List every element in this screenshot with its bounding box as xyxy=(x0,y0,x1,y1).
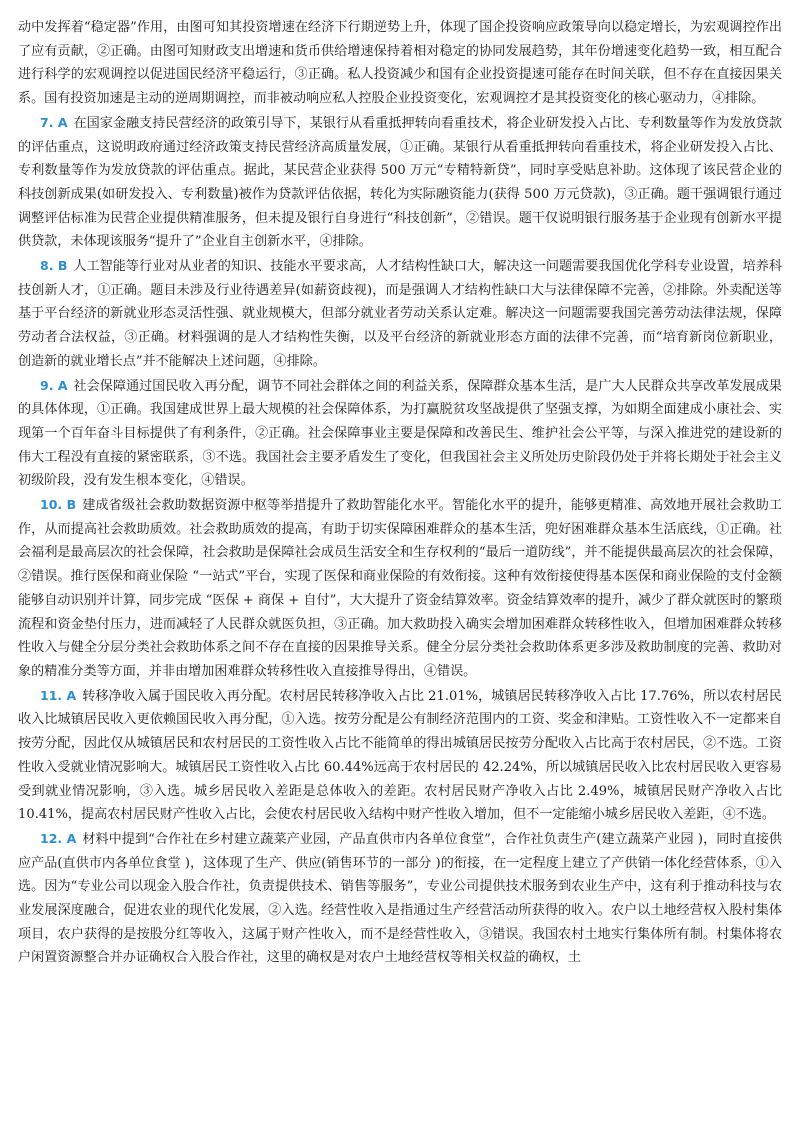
answer-label: 12. A xyxy=(40,830,77,846)
answer-11 xyxy=(18,684,782,827)
answer-label: 8. B xyxy=(40,258,68,274)
answer-text: 人工智能等行业对从业者的知识、技能水平要求高，人才结构性缺口大，解决这一问题需要我国优化学科专业设置，培养科技创新人才，①正确。题目未涉及行业待遇差异(如薪资歧视)，而是强调人才结构性缺口大与法律保障不完善，②排除。外卖配送等基于平台经济的新就业形态灵活性强、就业规模大，但部分就业者劳动关系认定难。解决这一问题需要我国完善劳动法律法规，保障劳动者合法权益，③正确。材料强调的是人才结构性失衡，以及平台经济的新就业形态方面的法律不完善，而“培育新岗位新职业，创造新的就业增长点”并不能解决上述问题，④排除。 xyxy=(18,259,782,369)
answer-7 xyxy=(18,111,782,254)
answer-label: 9. A xyxy=(40,377,68,393)
intro-paragraph: 动中发挥着“稳定器”作用，由图可知其投资增速在经济下行期逆势上升，体现了国企投资响应政策导向以稳定增长，为宏观调控作出了应有贡献，②正确。由图可知财政支出增速和货币供给增速保持着相对稳定的协同发展趋势，其年份增速变化趋势一致，相互配合进行科学的宏观调控以促进国民经济平稳运行，③正确。私人投资减少和国有企业投资提速可能存在时间关联，但不存在直接因果关系。国有投资加速是主动的逆周期调控，而非被动响应私人控股企业投资变化，宏观调控才是其投资变化的核心驱动力，④排除。 xyxy=(18,20,782,107)
answer-text: 转移净收入属于国民收入再分配。农村居民转移净收入占比 21.01%，城镇居民转移净收入占比 17.76%，所以农村居民收入比城镇居民收入更依赖国民收入再分配，①入选。按劳分配是公有制经济范围内的工资、奖金和津贴。工资性收入不一定都来自按劳分配，因此仅从城镇居民和农村居民的工资性收入占比不能简单的得出城镇居民按劳分配收入占比高于农村居民，②不选。工资性收入受就业情况影响大。城镇居民工资性收入占比 60.44%远高于农村居民的 42.24%，所以城镇居民收入比农村居民收入更容易受到就业情况影响，③入选。城乡居民收入差距是总体收入的差距。农村居民财产净收入占比 2.49%，城镇居民财产净收入占比 10.41%，提高农村居民财产性收入占比，会使农村居民收入结构中财产性收入增加，但不一定能缩小城乡居民收入差距，④不选。 xyxy=(18,688,782,823)
answer-text: 社会保障通过国民收入再分配，调节不同社会群体之间的利益关系，保障群众基本生活，是广大人民群众共享改革发展成果的具体体现，①正确。我国建成世界上最大规模的社会保障体系，为打赢脱贫攻坚战提供了坚强支撑，为如期全面建成小康社会、实现第一个百年奋斗目标提供了有利条件，②正确。社会保障事业主要是保障和改善民生、维护社会公平等，与深入推进党的建设新的伟大工程没有直接的紧密联系，③不选。我国社会主要矛盾发生了变化，但我国社会主义所处历史阶段仍处于并将长期处于社会主义初级阶段，没有发生根本变化，④错误。 xyxy=(18,378,782,489)
answer-text: 建成省级社会救助数据资源中枢等举措提升了救助智能化水平。智能化水平的提升，能够更精准、高效地开展社会救助工作，从而提高社会救助质效。社会救助质效的提高，有助于切实保障困难群众的基本生活，兜好困难群众基本生活底线，①正确。社会福利是最高层次的社会保障，社会救助是保障社会成员生活安全和生存权利的“最后一道防线”，并不能提供最高层次的社会保障，②错误。推行医保和商业保险 “一站式”平台，实现了医保和商业保险的有效衔接。这种有效衔接使得基本医保和商业保险的支付金额能够自动识别并计算，同步完成 “医保 + 商保 + 自付”，大大提升了资金结算效率。资金结算效率的提升，减少了群众就医时的繁琐流程和资金垫付压力，进而减轻了人民群众就医负担，③正确。加大救助投入确实会增加困难群众转移性收入，但增加困难群众转移性收入与健全分层分类社会救助体系之间不存在直接的因果推导关系。健全分层分类社会救助体系更多涉及救助制度的完善、救助对象的精准分类等方面，并非由增加困难群众转移性收入直接推导得出，④错误。 xyxy=(18,498,782,679)
answer-label: 10. B xyxy=(40,497,77,513)
answer-text: 材料中提到“合作社在乡村建立蔬菜产业园，产品直供市内各单位食堂”，合作社负责生产(建立蔬菜产业园 )，同时直接供应产品(直供市内各单位食堂 )，这体现了生产、供应(销售环节的一部分 )的衔接，在一定程度上建立了产供销一体化经营体系，①入选。因为“专业公司以现金入股合作社，负责提供技术、销售等服务”，专业公司提供技术服务到农业生产中，这有利于推动科技与农业发展深度融合，促进农业的现代化发展，②入选。经营性收入是指通过生产经营活动所获得的收入。农户以土地经营权入股村集体项目，农户获得的是按股分红等收入，这属于财产性收入，而不是经营性收入，③错误。我国农村土地实行集体所有制。村集体将农户闲置资源整合并办证确权合入股合作社，这里的确权是对农户土地经营权等相关权益的确权，土 xyxy=(18,831,783,966)
answer-12 xyxy=(18,827,782,970)
answer-9 xyxy=(18,374,782,494)
answer-8 xyxy=(18,254,782,374)
answer-label: 7. A xyxy=(40,114,68,130)
answer-10 xyxy=(18,493,782,684)
answer-text: 在国家金融支持民营经济的政策引导下，某银行从看重抵押转向看重技术，将企业研发投入占比、专利数量等作为发放贷款的评估重点，这说明政府通过经济政策支持民营经济高质量发展，①正确。某银行从看重抵押转向看重技术，将企业研发投入占比、专利数量等作为发放贷款的评估重点。据此，某民营企业获得 500 万元“专精特新贷”，同时享受贴息补助。这体现了该民营企业的科技创新成果(如研发投入、专利数量)被作为贷款评估依据，转化为实际融资能力(获得 500 万元贷款)，③正确。题干强调银行通过调整评估标准为民营企业提供精准服务，但未提及银行自身进行“科技创新”，②错误。题干仅说明银行服务基于企业现有创新水平提供贷款，未体现该服务“提升了”企业自主创新水平，④排除。 xyxy=(18,115,782,250)
answer-label: 11. A xyxy=(40,687,77,703)
